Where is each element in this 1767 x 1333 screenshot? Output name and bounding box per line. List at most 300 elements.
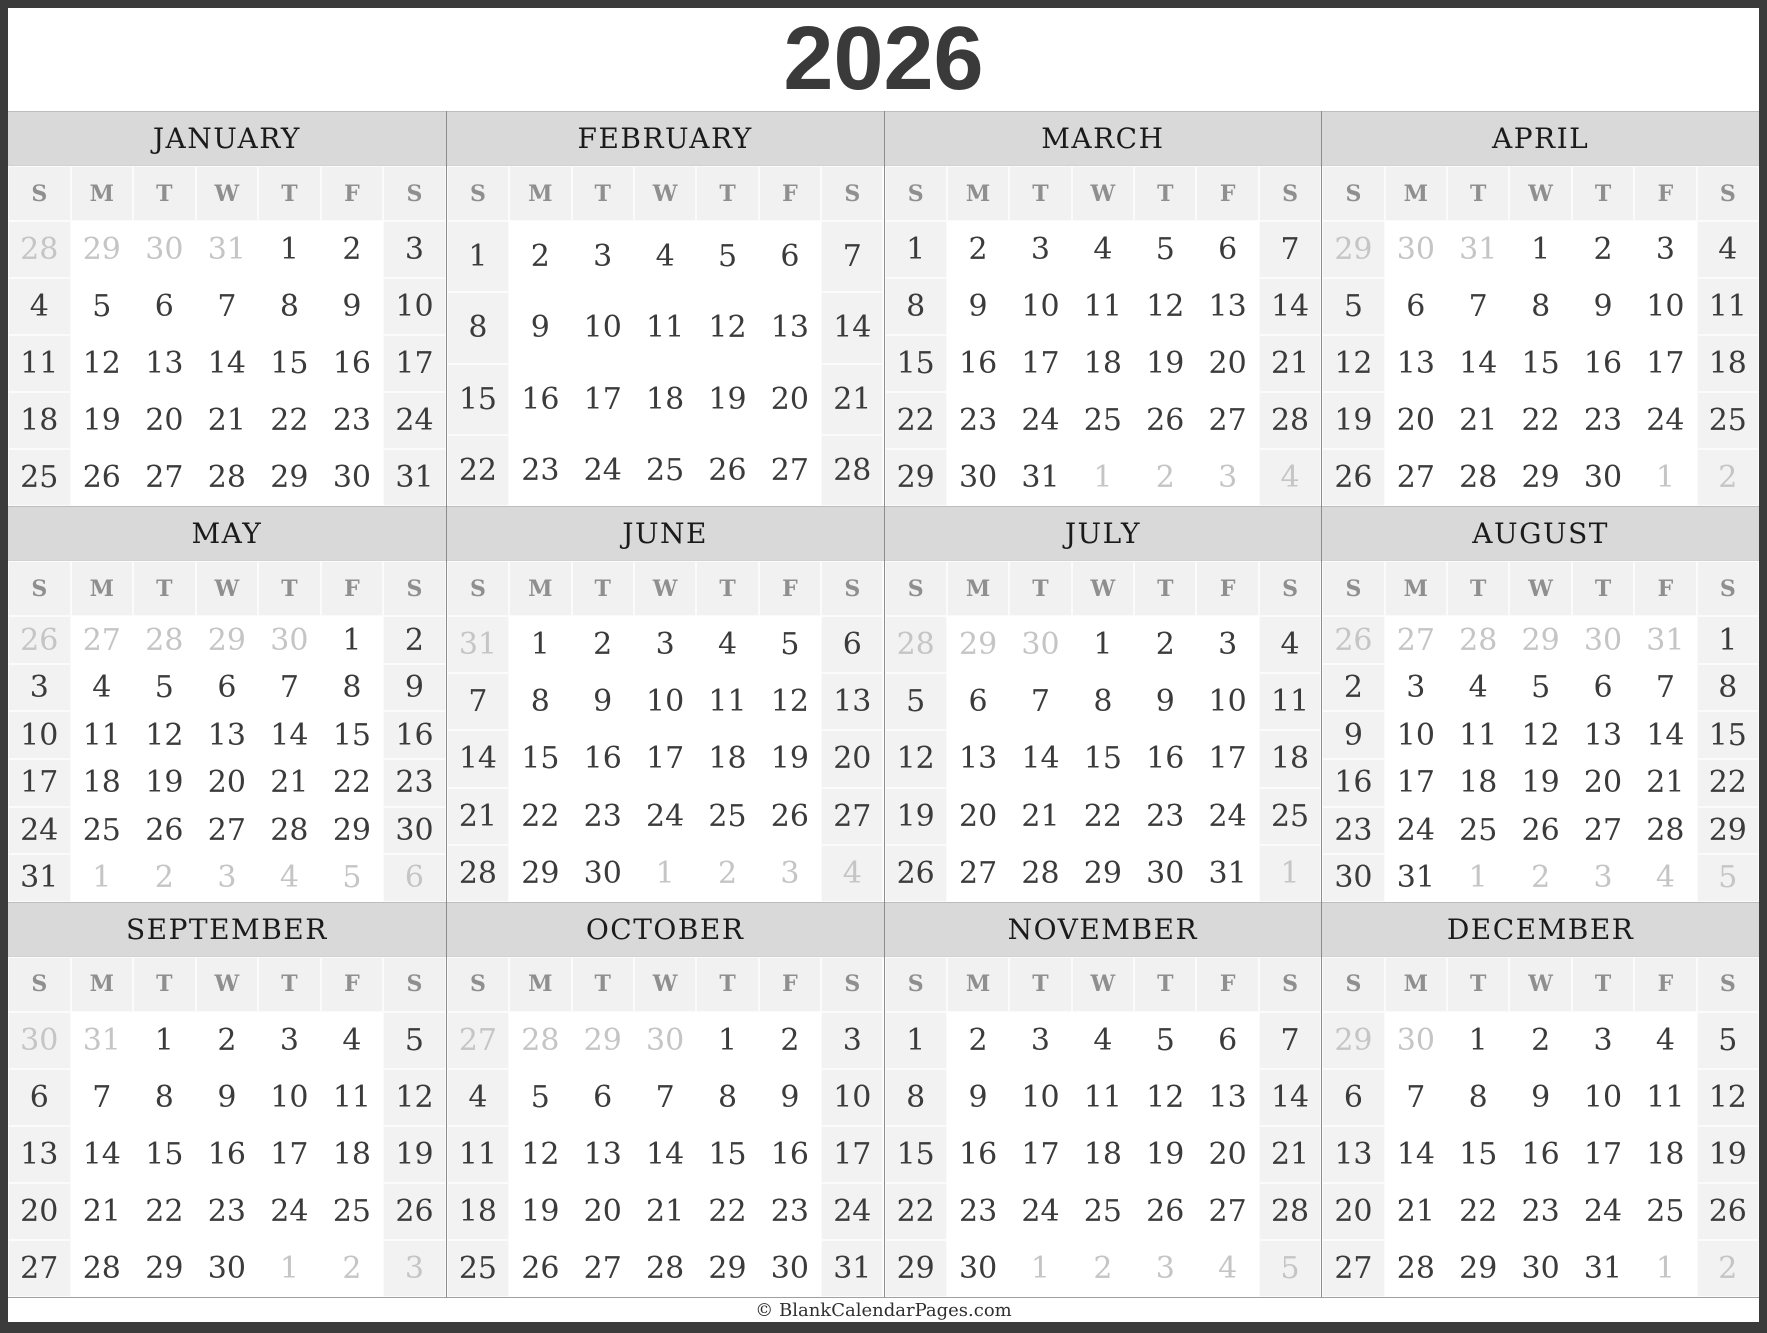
day-cell: 12 — [1134, 1069, 1196, 1126]
day-cell: 15 — [258, 335, 321, 392]
weekday-header-row — [447, 166, 884, 221]
day-cell: 9 — [1572, 278, 1634, 335]
day-cell: 11 — [1259, 673, 1321, 730]
day-cell: 10 — [1009, 278, 1071, 335]
day-cell: 2 — [321, 221, 384, 278]
month-title: JUNE — [447, 506, 884, 561]
day-cell: 2 — [196, 1012, 259, 1069]
month-july — [884, 506, 1322, 901]
month-title: MARCH — [885, 111, 1322, 166]
day-cell: 11 — [71, 711, 134, 759]
day-cell: 20 — [1385, 392, 1447, 449]
day-cell: 10 — [8, 711, 71, 759]
day-cell: 30 — [196, 1240, 259, 1297]
weekday-letter: F — [321, 957, 384, 1012]
day-cell: 13 — [821, 673, 883, 730]
weekday-letter: T — [133, 561, 196, 616]
day-cell: 11 — [1072, 1069, 1134, 1126]
day-cell: 5 — [885, 673, 947, 730]
weekday-letter: T — [696, 561, 758, 616]
day-cell: 3 — [821, 1012, 883, 1069]
day-cell: 28 — [1634, 807, 1696, 855]
month-april — [1321, 111, 1759, 506]
day-cell: 23 — [572, 788, 634, 845]
day-cell: 27 — [133, 449, 196, 506]
weekday-letter: F — [1634, 166, 1696, 221]
day-cell: 8 — [258, 278, 321, 335]
day-cell: 29 — [1072, 845, 1134, 902]
day-cell: 12 — [885, 730, 947, 787]
day-cell-adjacent-month: 1 — [258, 1240, 321, 1297]
weekday-letter: S — [447, 957, 509, 1012]
day-cell: 17 — [1385, 759, 1447, 807]
day-cell: 25 — [634, 435, 696, 506]
day-cell: 12 — [1322, 335, 1384, 392]
day-cell: 27 — [821, 788, 883, 845]
day-cell: 17 — [572, 364, 634, 435]
day-cell-adjacent-month: 1 — [634, 845, 696, 902]
day-cell: 2 — [572, 616, 634, 673]
week-row — [885, 392, 1322, 449]
day-cell: 28 — [258, 807, 321, 855]
weekday-letter: T — [696, 957, 758, 1012]
weekday-header-row — [885, 561, 1322, 616]
day-cell: 26 — [1134, 1183, 1196, 1240]
day-cell: 27 — [1322, 1240, 1384, 1297]
day-cell-adjacent-month: 29 — [1322, 1012, 1384, 1069]
day-cell: 20 — [196, 759, 259, 807]
day-cell: 9 — [321, 278, 384, 335]
day-cell: 30 — [947, 1240, 1009, 1297]
day-cell: 6 — [133, 278, 196, 335]
day-cell: 1 — [258, 221, 321, 278]
day-cell: 17 — [1634, 335, 1696, 392]
month-title: JULY — [885, 506, 1322, 561]
day-cell-adjacent-month: 31 — [1634, 616, 1696, 664]
day-cell: 28 — [634, 1240, 696, 1297]
week-row — [8, 759, 446, 807]
day-cell: 2 — [1134, 616, 1196, 673]
day-cell: 29 — [1697, 807, 1759, 855]
weekday-letter: S — [8, 166, 71, 221]
weeks-grid — [447, 616, 884, 901]
weekday-letter: F — [1196, 166, 1258, 221]
day-cell: 10 — [634, 673, 696, 730]
day-cell: 1 — [447, 221, 509, 292]
day-cell: 4 — [696, 616, 758, 673]
day-cell: 4 — [71, 664, 134, 712]
day-cell: 22 — [321, 759, 384, 807]
day-cell: 14 — [447, 730, 509, 787]
day-cell: 25 — [321, 1183, 384, 1240]
weekday-letter: F — [759, 957, 821, 1012]
day-cell-adjacent-month: 31 — [71, 1012, 134, 1069]
week-row — [8, 335, 446, 392]
day-cell: 14 — [196, 335, 259, 392]
weekday-letter: M — [509, 166, 571, 221]
day-cell: 7 — [1447, 278, 1509, 335]
day-cell: 5 — [759, 616, 821, 673]
day-cell: 22 — [447, 435, 509, 506]
day-cell: 30 — [572, 845, 634, 902]
day-cell: 18 — [8, 392, 71, 449]
week-row — [447, 364, 884, 435]
day-cell: 11 — [447, 1126, 509, 1183]
day-cell: 19 — [1134, 1126, 1196, 1183]
day-cell: 23 — [1572, 392, 1634, 449]
day-cell-adjacent-month: 2 — [696, 845, 758, 902]
weekday-letter: F — [759, 561, 821, 616]
day-cell: 28 — [447, 845, 509, 902]
month-title: SEPTEMBER — [8, 902, 446, 957]
day-cell: 30 — [1322, 854, 1384, 902]
day-cell: 18 — [1259, 730, 1321, 787]
week-row — [447, 788, 884, 845]
day-cell-adjacent-month: 28 — [509, 1012, 571, 1069]
week-row — [8, 1240, 446, 1297]
week-row — [447, 673, 884, 730]
day-cell-adjacent-month: 2 — [1697, 449, 1759, 506]
day-cell: 14 — [1385, 1126, 1447, 1183]
weekday-letter: T — [1447, 561, 1509, 616]
month-march — [884, 111, 1322, 506]
day-cell: 31 — [1385, 854, 1447, 902]
week-row — [1322, 664, 1759, 712]
day-cell: 16 — [947, 335, 1009, 392]
day-cell: 15 — [885, 335, 947, 392]
day-cell: 15 — [1509, 335, 1571, 392]
month-may — [8, 506, 446, 901]
day-cell: 29 — [885, 449, 947, 506]
day-cell-adjacent-month: 1 — [1634, 449, 1696, 506]
day-cell-adjacent-month: 26 — [1322, 616, 1384, 664]
day-cell: 6 — [572, 1069, 634, 1126]
day-cell: 15 — [696, 1126, 758, 1183]
day-cell: 1 — [1509, 221, 1571, 278]
weekday-letter: S — [1259, 561, 1321, 616]
day-cell: 5 — [71, 278, 134, 335]
weekday-letter: S — [447, 561, 509, 616]
day-cell: 25 — [71, 807, 134, 855]
day-cell: 30 — [383, 807, 446, 855]
day-cell: 18 — [447, 1183, 509, 1240]
day-cell: 20 — [821, 730, 883, 787]
weekday-letter: W — [196, 166, 259, 221]
day-cell: 18 — [1072, 1126, 1134, 1183]
weekday-letter: S — [383, 166, 446, 221]
weekday-header-row — [1322, 561, 1759, 616]
day-cell: 11 — [1634, 1069, 1696, 1126]
weekday-letter: S — [821, 957, 883, 1012]
month-title: OCTOBER — [447, 902, 884, 957]
day-cell: 3 — [1196, 616, 1258, 673]
day-cell: 31 — [821, 1240, 883, 1297]
day-cell: 7 — [821, 221, 883, 292]
month-title: APRIL — [1322, 111, 1759, 166]
day-cell: 5 — [1509, 664, 1571, 712]
day-cell: 9 — [947, 278, 1009, 335]
day-cell: 20 — [1322, 1183, 1384, 1240]
day-cell: 4 — [1697, 221, 1759, 278]
day-cell-adjacent-month: 30 — [258, 616, 321, 664]
day-cell: 23 — [1322, 807, 1384, 855]
footer-credit: © BlankCalendarPages.com — [755, 1299, 1012, 1321]
week-row — [885, 616, 1322, 673]
week-row — [447, 1126, 884, 1183]
day-cell: 28 — [1009, 845, 1071, 902]
weekday-letter: T — [133, 166, 196, 221]
day-cell: 15 — [321, 711, 384, 759]
day-cell-adjacent-month: 30 — [1572, 616, 1634, 664]
month-august — [1321, 506, 1759, 901]
day-cell: 19 — [383, 1126, 446, 1183]
weekday-letter: F — [1634, 561, 1696, 616]
day-cell: 12 — [383, 1069, 446, 1126]
day-cell: 12 — [1509, 711, 1571, 759]
day-cell-adjacent-month: 29 — [196, 616, 259, 664]
day-cell: 22 — [885, 1183, 947, 1240]
weekday-letter: S — [1697, 561, 1759, 616]
week-row — [8, 1012, 446, 1069]
weekday-letter: S — [1259, 957, 1321, 1012]
day-cell: 23 — [196, 1183, 259, 1240]
day-cell: 1 — [133, 1012, 196, 1069]
month-september — [8, 902, 446, 1297]
day-cell: 13 — [947, 730, 1009, 787]
weekday-letter: T — [1572, 166, 1634, 221]
day-cell: 6 — [759, 221, 821, 292]
weekday-letter: T — [1134, 166, 1196, 221]
week-row — [8, 221, 446, 278]
day-cell: 5 — [509, 1069, 571, 1126]
day-cell: 10 — [383, 278, 446, 335]
footer — [8, 1297, 1759, 1322]
day-cell: 28 — [1385, 1240, 1447, 1297]
day-cell: 10 — [1634, 278, 1696, 335]
day-cell: 18 — [1697, 335, 1759, 392]
day-cell: 7 — [258, 664, 321, 712]
weekday-letter: T — [696, 166, 758, 221]
day-cell: 4 — [1072, 1012, 1134, 1069]
day-cell: 24 — [258, 1183, 321, 1240]
day-cell: 8 — [1447, 1069, 1509, 1126]
day-cell: 2 — [1509, 1012, 1571, 1069]
day-cell: 12 — [1697, 1069, 1759, 1126]
day-cell: 27 — [1572, 807, 1634, 855]
weekday-letter: S — [383, 561, 446, 616]
day-cell: 26 — [885, 845, 947, 902]
day-cell: 15 — [447, 364, 509, 435]
weekday-letter: M — [1385, 166, 1447, 221]
day-cell: 16 — [383, 711, 446, 759]
day-cell: 29 — [1509, 449, 1571, 506]
day-cell: 19 — [696, 364, 758, 435]
weekday-letter: F — [321, 166, 384, 221]
day-cell: 13 — [1196, 1069, 1258, 1126]
day-cell: 22 — [696, 1183, 758, 1240]
day-cell-adjacent-month: 1 — [1259, 845, 1321, 902]
week-row — [447, 221, 884, 292]
day-cell: 6 — [1196, 1012, 1258, 1069]
day-cell: 28 — [71, 1240, 134, 1297]
day-cell-adjacent-month: 2 — [321, 1240, 384, 1297]
day-cell: 29 — [509, 845, 571, 902]
weekday-letter: T — [1009, 166, 1071, 221]
weekday-letter: S — [821, 561, 883, 616]
day-cell-adjacent-month: 1 — [1634, 1240, 1696, 1297]
day-cell: 4 — [1634, 1012, 1696, 1069]
weeks-grid — [8, 616, 446, 901]
day-cell: 9 — [1134, 673, 1196, 730]
day-cell: 16 — [1509, 1126, 1571, 1183]
day-cell: 8 — [885, 1069, 947, 1126]
day-cell: 14 — [1447, 335, 1509, 392]
day-cell: 3 — [634, 616, 696, 673]
day-cell: 4 — [447, 1069, 509, 1126]
day-cell: 20 — [1196, 335, 1258, 392]
day-cell: 12 — [696, 292, 758, 363]
day-cell: 23 — [383, 759, 446, 807]
day-cell: 24 — [572, 435, 634, 506]
day-cell: 9 — [759, 1069, 821, 1126]
day-cell: 22 — [509, 788, 571, 845]
week-row — [1322, 854, 1759, 902]
day-cell: 11 — [696, 673, 758, 730]
day-cell: 24 — [1196, 788, 1258, 845]
weekday-header-row — [447, 561, 884, 616]
week-row — [885, 673, 1322, 730]
day-cell: 7 — [1634, 664, 1696, 712]
day-cell: 2 — [947, 221, 1009, 278]
week-row — [885, 1240, 1322, 1297]
day-cell: 19 — [1322, 392, 1384, 449]
day-cell: 21 — [447, 788, 509, 845]
weekday-letter: M — [1385, 957, 1447, 1012]
weekday-letter: S — [1322, 561, 1384, 616]
day-cell: 9 — [196, 1069, 259, 1126]
day-cell-adjacent-month: 2 — [1509, 854, 1571, 902]
day-cell: 23 — [947, 1183, 1009, 1240]
day-cell: 18 — [634, 364, 696, 435]
week-row — [1322, 1012, 1759, 1069]
weekday-letter: S — [383, 957, 446, 1012]
day-cell: 29 — [321, 807, 384, 855]
day-cell: 21 — [1385, 1183, 1447, 1240]
weekday-letter: M — [509, 957, 571, 1012]
day-cell: 15 — [885, 1126, 947, 1183]
day-cell: 18 — [71, 759, 134, 807]
day-cell: 7 — [634, 1069, 696, 1126]
day-cell: 1 — [885, 1012, 947, 1069]
day-cell: 8 — [321, 664, 384, 712]
day-cell: 24 — [1634, 392, 1696, 449]
month-title: FEBRUARY — [447, 111, 884, 166]
day-cell: 29 — [696, 1240, 758, 1297]
day-cell: 18 — [1447, 759, 1509, 807]
day-cell: 24 — [8, 807, 71, 855]
day-cell: 22 — [1447, 1183, 1509, 1240]
day-cell: 3 — [1009, 221, 1071, 278]
day-cell: 14 — [634, 1126, 696, 1183]
weekday-letter: T — [1009, 561, 1071, 616]
day-cell: 27 — [759, 435, 821, 506]
day-cell: 10 — [1009, 1069, 1071, 1126]
day-cell: 25 — [1259, 788, 1321, 845]
day-cell: 8 — [885, 278, 947, 335]
week-row — [447, 1069, 884, 1126]
weekday-letter: M — [71, 561, 134, 616]
day-cell: 19 — [509, 1183, 571, 1240]
weekday-letter: S — [885, 561, 947, 616]
day-cell: 20 — [947, 788, 1009, 845]
day-cell: 27 — [196, 807, 259, 855]
week-row — [885, 788, 1322, 845]
weekday-letter: S — [1697, 166, 1759, 221]
day-cell: 4 — [634, 221, 696, 292]
week-row — [885, 1012, 1322, 1069]
day-cell: 25 — [447, 1240, 509, 1297]
day-cell: 4 — [1072, 221, 1134, 278]
day-cell: 16 — [947, 1126, 1009, 1183]
month-title: JANUARY — [8, 111, 446, 166]
day-cell-adjacent-month: 30 — [1009, 616, 1071, 673]
day-cell: 16 — [759, 1126, 821, 1183]
day-cell: 22 — [885, 392, 947, 449]
day-cell: 3 — [1009, 1012, 1071, 1069]
day-cell: 28 — [1447, 449, 1509, 506]
day-cell: 19 — [759, 730, 821, 787]
week-row — [885, 278, 1322, 335]
day-cell: 22 — [1509, 392, 1571, 449]
day-cell: 27 — [1196, 392, 1258, 449]
day-cell: 23 — [321, 392, 384, 449]
day-cell: 22 — [133, 1183, 196, 1240]
day-cell: 4 — [1447, 664, 1509, 712]
weekday-letter: W — [196, 561, 259, 616]
weekday-header-row — [8, 957, 446, 1012]
day-cell: 13 — [1196, 278, 1258, 335]
day-cell: 21 — [1447, 392, 1509, 449]
day-cell: 7 — [447, 673, 509, 730]
week-row — [447, 616, 884, 673]
day-cell: 21 — [1009, 788, 1071, 845]
month-title: NOVEMBER — [885, 902, 1322, 957]
weekday-letter: W — [634, 561, 696, 616]
week-row — [885, 449, 1322, 506]
day-cell: 13 — [1572, 711, 1634, 759]
day-cell-adjacent-month: 26 — [8, 616, 71, 664]
week-row — [8, 711, 446, 759]
day-cell: 21 — [196, 392, 259, 449]
day-cell-adjacent-month: 27 — [71, 616, 134, 664]
day-cell: 13 — [1322, 1126, 1384, 1183]
day-cell: 4 — [8, 278, 71, 335]
month-december — [1321, 902, 1759, 1297]
weekday-letter: M — [947, 957, 1009, 1012]
weekday-letter: W — [1509, 957, 1571, 1012]
weeks-grid — [8, 221, 446, 506]
day-cell: 12 — [759, 673, 821, 730]
week-row — [8, 1069, 446, 1126]
week-row — [8, 854, 446, 902]
day-cell: 26 — [509, 1240, 571, 1297]
day-cell-adjacent-month: 29 — [1322, 221, 1384, 278]
week-row — [885, 1069, 1322, 1126]
day-cell: 3 — [572, 221, 634, 292]
weekday-letter: M — [1385, 561, 1447, 616]
day-cell: 18 — [1634, 1126, 1696, 1183]
day-cell: 19 — [71, 392, 134, 449]
